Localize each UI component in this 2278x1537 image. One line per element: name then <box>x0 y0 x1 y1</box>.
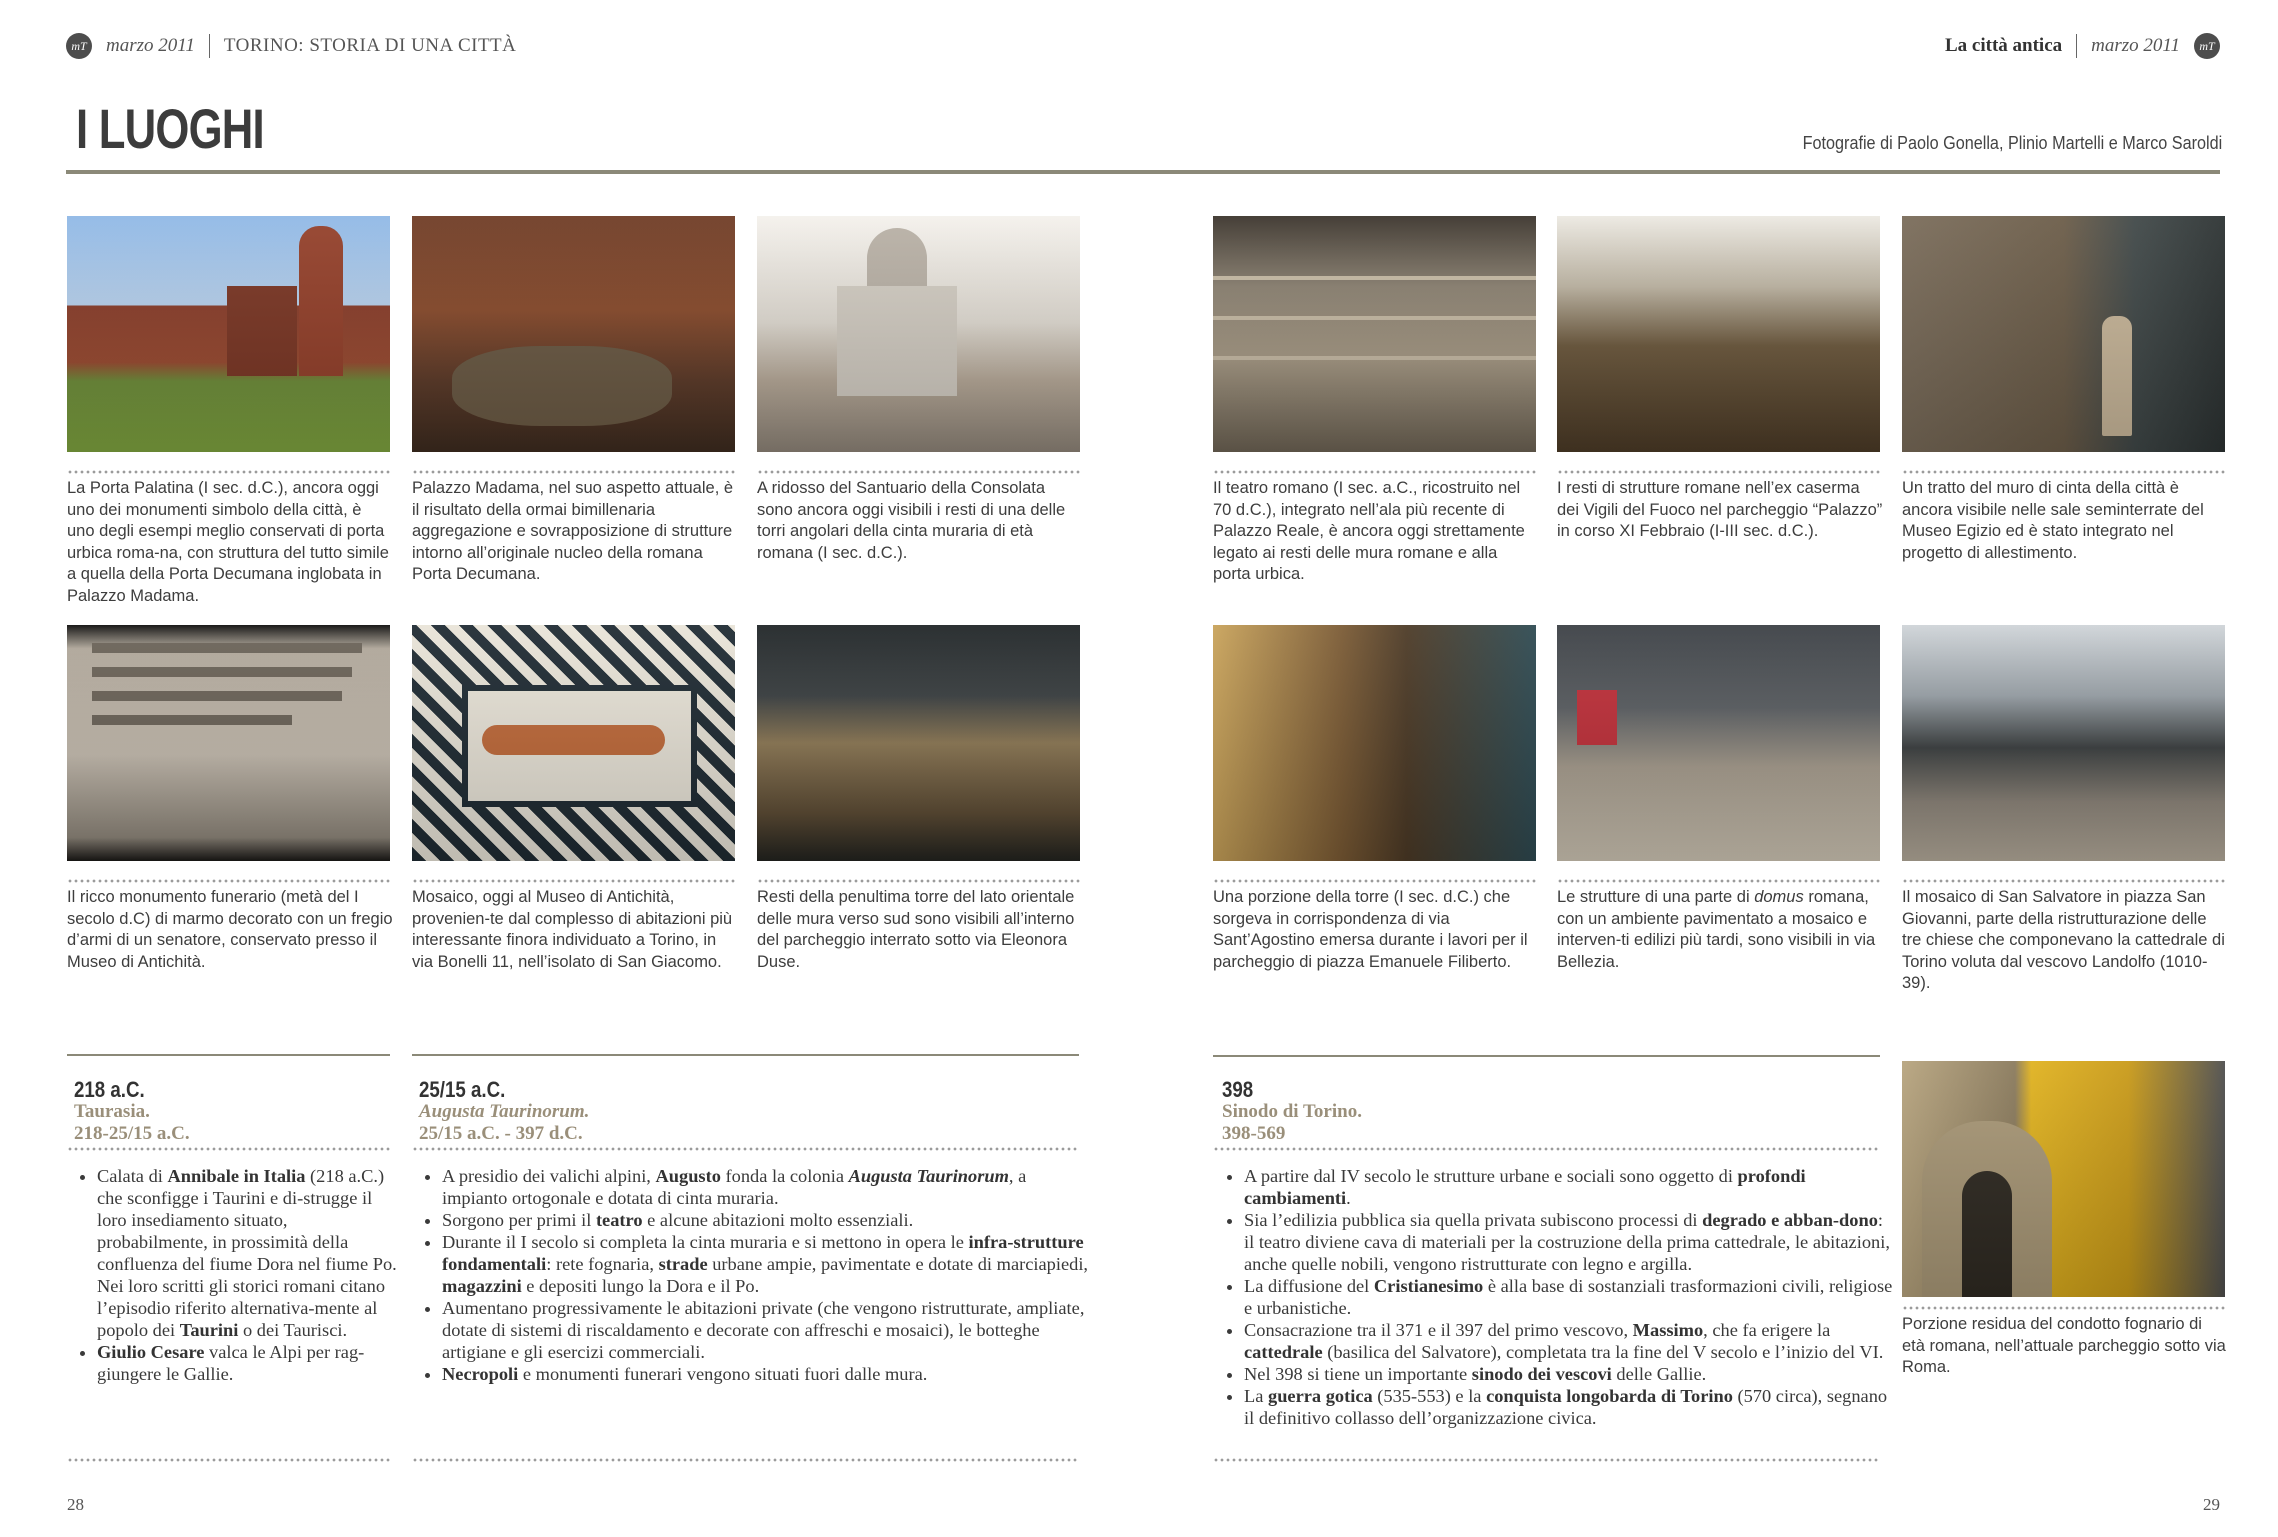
timeline-bullet-list <box>73 1165 397 1385</box>
timeline-bullet: • Necropoli e monumenti funerari vengono situati fuori dalle mura. <box>442 1363 1090 1385</box>
photo-penultima-torre <box>757 625 1080 861</box>
title-rule <box>66 170 2220 174</box>
timeline-year: 398 <box>1222 1077 1254 1102</box>
timeline-bullet: • Sia l’edilizia pubblica sia quella privata subiscono processi di degrado e abban-dono: il teatro diviene cava di materiali per la costruzione della prima cattedrale, le abitazioni, anche quelle nobili, vengono ristrutturate con legno e argilla. <box>1244 1209 1894 1275</box>
header-right <box>1945 30 2220 62</box>
photo-teatro-romano <box>1213 216 1536 452</box>
caption-italic-term: domus <box>1754 888 1804 906</box>
photo-porta-palatina <box>67 216 390 452</box>
photo-torre-sant-agostino <box>1213 625 1536 861</box>
caption-divider <box>1557 877 1880 885</box>
caption-divider <box>1902 468 2225 476</box>
timeline-period-name: Augusta Taurinorum. <box>419 1101 590 1122</box>
timeline-divider <box>1213 1145 1880 1153</box>
timeline-rule <box>67 1054 390 1056</box>
timeline-bullet: • La guerra gotica (535-553) e la conquista longobarda di Torino (570 circa), segnano il definitivo collasso dell’organizzazione civica. <box>1244 1385 1894 1429</box>
photo-mosaico <box>412 625 735 861</box>
caption-divider <box>1902 877 2225 885</box>
timeline-bullet: • A presidio dei valichi alpini, Augusto fonda la colonia Augusta Taurinorum, a impianto ortogonale e dotata di cinta muraria. <box>442 1165 1090 1209</box>
timeline-rule <box>412 1054 1079 1056</box>
photo-monumento-funerario <box>67 625 390 861</box>
photo-caption: Una porzione della torre (I sec. d.C.) che sorgeva in corrispondenza di via Sant’Agostino emersa durante i lavori per il parcheggio di piazza Emanuele Filiberto. <box>1213 888 1528 971</box>
timeline-divider <box>67 1456 390 1464</box>
caption-divider <box>1557 468 1880 476</box>
timeline-divider <box>67 1145 390 1153</box>
header-divider <box>2076 34 2077 58</box>
page-number-left: 28 <box>67 1495 84 1514</box>
timeline-divider <box>412 1145 1079 1153</box>
photo-vigili-del-fuoco <box>1557 216 1880 452</box>
caption-divider <box>67 468 390 476</box>
timeline-divider <box>1213 1456 1880 1464</box>
photo-caption: Porzione residua del condotto fognario di età romana, nell’attuale parcheggio sotto via Roma. <box>1902 1315 2226 1376</box>
photo-santuario-consolata <box>757 216 1080 452</box>
timeline-rule <box>1213 1055 1880 1057</box>
magazine-logo-icon: mT <box>2194 33 2220 59</box>
photo-caption: Il ricco monumento funerario (metà del I secolo d.C) di marmo decorato con un fregio d’armi di un senatore, conservato presso il Museo di Antichità. <box>67 888 393 971</box>
caption-divider <box>757 468 1080 476</box>
header-date: marzo 2011 <box>106 35 195 56</box>
header-date: marzo 2011 <box>2091 35 2180 56</box>
photo-caption: A ridosso del Santuario della Consolata sono ancora oggi visibili i resti di una delle torri angolari della cinta muraria di età romana (I sec. d.C.). <box>757 479 1066 562</box>
timeline-divider <box>412 1456 1079 1464</box>
caption-text: Le strutture di una parte di <box>1557 888 1755 906</box>
header-left <box>66 30 516 62</box>
timeline-period-range: 398-569 <box>1222 1123 1286 1144</box>
timeline-bullet-list <box>418 1165 1090 1385</box>
timeline-bullet-list <box>1220 1165 1894 1429</box>
timeline-bullet: • A partire dal IV secolo le strutture urbane e sociali sono oggetto di profondi cambiamenti. <box>1244 1165 1894 1209</box>
caption-divider <box>757 877 1080 885</box>
header-divider <box>209 34 210 58</box>
caption-divider <box>412 877 735 885</box>
timeline-period-name: Taurasia. <box>74 1101 150 1122</box>
photo-caption: Un tratto del muro di cinta della città è ancora visibile nelle sale seminterrate del Museo Egizio ed è stato integrato nel progetto di allestimento. <box>1902 479 2204 562</box>
caption-text: romana, con un ambiente pavimentato a mosaico e interven-ti edilizi più tardi, sono visibili in via Bellezia. <box>1557 888 1876 971</box>
photo-palazzo-madama <box>412 216 735 452</box>
photo-caption: Palazzo Madama, nel suo aspetto attuale, è il risultato della ormai bimillenaria aggregazione e sovrapposizione di strutture intorno all’originale nucleo della romana Porta Decumana. <box>412 479 734 583</box>
photo-caption: Il teatro romano (I sec. a.C., ricostruito nel 70 d.C.), integrato nell’ala più recente di Palazzo Reale, è ancora oggi strettamente legato ai resti delle mura romane e alla porta urbica. <box>1213 479 1525 583</box>
photo-mosaico-san-salvatore <box>1902 625 2225 861</box>
timeline-bullet: • Giulio Cesare valca le Alpi per rag-giungere le Gallie. <box>97 1341 397 1385</box>
photo-museo-egizio <box>1902 216 2225 452</box>
timeline-period-name: Sinodo di Torino. <box>1222 1101 1362 1122</box>
photo-caption: I resti di strutture romane nell’ex caserma dei Vigili del Fuoco nel parcheggio “Palazzo” in corso XI Febbraio (I-III sec. d.C.). <box>1557 479 1883 540</box>
header-magazine-title: TORINO: STORIA DI UNA CITTÀ <box>223 35 517 56</box>
page-title: I LUOGHI <box>76 97 264 160</box>
caption-divider <box>1213 468 1536 476</box>
magazine-logo-icon: mT <box>66 33 92 59</box>
caption-divider <box>67 877 390 885</box>
timeline-bullet: • Durante il I secolo si completa la cinta muraria e si mettono in opera le infra-strutture fondamentali: rete fognaria, strade urbane ampie, pavimentate e dotate di marciapiedi, magazzini e depositi lungo la Dora e il Po. <box>442 1231 1090 1297</box>
photo-credit: Fotografie di Paolo Gonella, Plinio Martelli e Marco Saroldi <box>1802 133 2222 153</box>
timeline-year: 218 a.C. <box>74 1077 145 1102</box>
photo-caption: Il mosaico di San Salvatore in piazza San Giovanni, parte della ristrutturazione delle tre chiese che componevano la cattedrale di Torino voluta dal vescovo Landolfo (1010-39). <box>1902 888 2225 992</box>
caption-divider <box>1213 877 1536 885</box>
photo-condotto-fognario <box>1902 1061 2225 1297</box>
header-section: La città antica <box>1944 35 2063 56</box>
timeline-period-range: 25/15 a.C. - 397 d.C. <box>419 1123 583 1144</box>
timeline-bullet: • Sorgono per primi il teatro e alcune abitazioni molto essenziali. <box>442 1209 1090 1231</box>
timeline-bullet: • Nel 398 si tiene un importante sinodo dei vescovi delle Gallie. <box>1244 1363 1894 1385</box>
photo-caption: Resti della penultima torre del lato orientale delle mura verso sud sono visibili all’interno del parcheggio interrato sotto via Eleonora Duse. <box>757 888 1075 971</box>
caption-divider <box>1902 1304 2225 1312</box>
timeline-year: 25/15 a.C. <box>419 1077 506 1102</box>
timeline-bullet: • La diffusione del Cristianesimo è alla base di sostanziali trasformazioni civili, religiose e urbanistiche. <box>1244 1275 1894 1319</box>
photo-domus-bellezia <box>1557 625 1880 861</box>
timeline-bullet: • Consacrazione tra il 371 e il 397 del primo vescovo, Massimo, che fa erigere la cattedrale (basilica del Salvatore), completata tra la fine del V secolo e l’inizio del VI. <box>1244 1319 1894 1363</box>
timeline-bullet: • Calata di Annibale in Italia (218 a.C.) che sconfigge i Taurini e di-strugge il loro insediamento situato, probabilmente, in prossimità della confluenza del fiume Dora nel fiume Po. Nei loro scritti gli storici romani citano l’episodio riferito alternativa-mente al popolo dei Taurini o dei Taurisci. <box>97 1165 397 1341</box>
photo-caption: La Porta Palatina (I sec. d.C.), ancora oggi uno dei monumenti simbolo della città, è uno degli esempi meglio conservati di porta urbica roma-na, con struttura del tutto simile a quella della Porta Decumana inglobata in Palazzo Madama. <box>67 479 389 605</box>
photo-caption <box>1557 887 1883 973</box>
page-number-right: 29 <box>2203 1495 2220 1514</box>
timeline-bullet: • Aumentano progressivamente le abitazioni private (che vengono ristrutturate, ampliate, dotate di sistemi di riscaldamento e decorate con affreschi e mosaici), le botteghe artigiane e gli esercizi commerciali. <box>442 1297 1090 1363</box>
photo-caption: Mosaico, oggi al Museo di Antichità, provenien-te dal complesso di abitazioni più interessante finora individuato a Torino, in via Bonelli 11, nell’isolato di San Giacomo. <box>412 888 733 971</box>
caption-divider <box>412 468 735 476</box>
timeline-period-range: 218-25/15 a.C. <box>74 1123 190 1144</box>
